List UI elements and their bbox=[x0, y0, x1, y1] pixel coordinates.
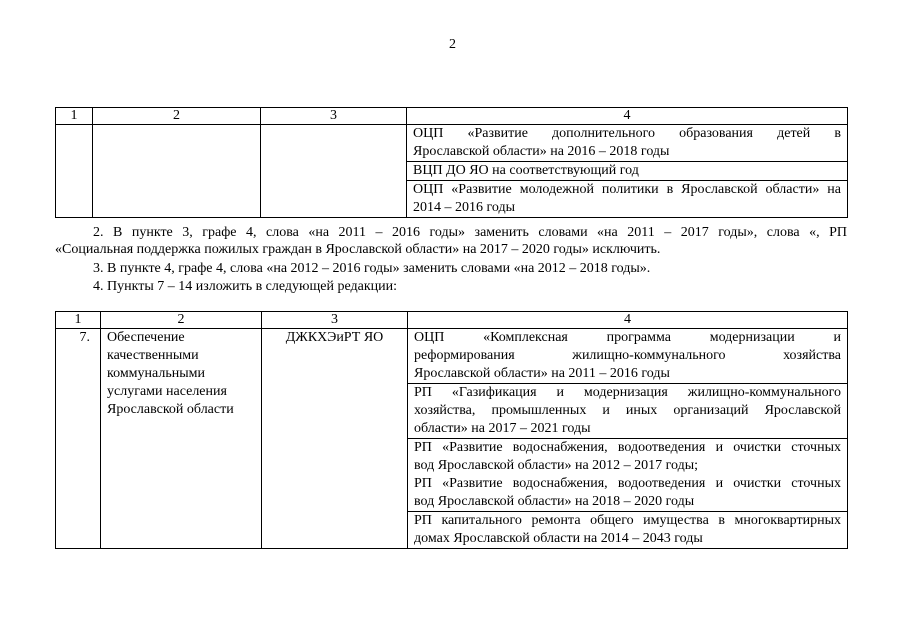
program-cell bbox=[408, 384, 848, 439]
paragraph-3 bbox=[55, 260, 847, 277]
cell-line: качественными bbox=[107, 348, 199, 363]
empty-cell bbox=[261, 125, 407, 218]
header-cell: 3 bbox=[262, 312, 408, 329]
program-cell bbox=[408, 329, 848, 384]
cell-line: коммунальными bbox=[107, 366, 205, 381]
table-new-edition bbox=[55, 311, 848, 549]
header-cell: 3 bbox=[261, 108, 407, 125]
table-continuation bbox=[55, 107, 848, 218]
program-cell bbox=[408, 439, 848, 512]
executor-cell: ДЖКХЭиРТ ЯО bbox=[262, 329, 408, 549]
cell-line: Ярославской области» на 2011 – 2016 годы bbox=[414, 366, 670, 381]
cell-line: Обеспечение bbox=[107, 330, 185, 345]
cell-line: ОЦП «Комплексная программа модернизации и bbox=[414, 330, 841, 345]
cell-line: ВЦП ДО ЯО на соответствующий год bbox=[413, 163, 639, 178]
cell-line: услугами населения bbox=[107, 384, 227, 399]
cell-line: РП «Газификация и модернизация жилищно-коммунального bbox=[414, 385, 841, 400]
cell-line: ОЦП «Развитие дополнительного образования детей в bbox=[413, 126, 841, 141]
header-cell: 2 bbox=[101, 312, 262, 329]
header-cell: 2 bbox=[93, 108, 261, 125]
empty-cell bbox=[56, 125, 93, 218]
cell-line: 2014 – 2016 годы bbox=[413, 200, 516, 215]
cell-line: хозяйства, промышленных и иных организаций Ярославской bbox=[414, 403, 841, 418]
program-cell bbox=[407, 162, 848, 181]
row-number: 7. bbox=[56, 329, 101, 549]
table-row bbox=[56, 329, 848, 384]
cell-line: вод Ярославской области» на 2012 – 2017 годы; bbox=[414, 458, 699, 473]
cell-line: области» на 2017 – 2021 годы bbox=[414, 421, 591, 436]
cell-line: Ярославской области bbox=[107, 402, 234, 417]
cell-line: ОЦП «Развитие молодежной политики в Ярославской области» на bbox=[413, 182, 841, 197]
paragraph-line: 4. Пункты 7 – 14 изложить в следующей редакции: bbox=[93, 279, 398, 294]
paragraph-line: 3. В пункте 4, графе 4, слова «на 2012 – 2016 годы» заменить словами «на 2012 – 2018 годы». bbox=[93, 261, 651, 276]
cell-line: РП капитального ремонта общего имущества в многоквартирных bbox=[414, 513, 841, 528]
cell-line: РП «Развитие водоснабжения, водоотведения и очистки сточных bbox=[414, 440, 841, 455]
program-cell bbox=[407, 125, 848, 162]
program-cell bbox=[408, 512, 848, 549]
cell-line: РП «Развитие водоснабжения, водоотведения и очистки сточных bbox=[414, 476, 841, 491]
cell-line: домах Ярославской области на 2014 – 2043 годы bbox=[414, 531, 703, 546]
cell-line: реформирования жилищно-коммунального хозяйства bbox=[414, 348, 841, 363]
header-cell: 4 bbox=[408, 312, 848, 329]
paragraph-2 bbox=[55, 224, 847, 258]
table-row bbox=[56, 125, 848, 162]
header-cell: 1 bbox=[56, 108, 93, 125]
header-cell: 1 bbox=[56, 312, 101, 329]
empty-cell bbox=[93, 125, 261, 218]
paragraph-4 bbox=[55, 278, 847, 295]
cell-line: вод Ярославской области» на 2018 – 2020 годы bbox=[414, 494, 695, 509]
paragraph-line: 2. В пункте 3, графе 4, слова «на 2011 – 2016 годы» заменить словами «на 2011 – 2017 годы», слова «, РП bbox=[93, 225, 847, 240]
program-cell bbox=[407, 181, 848, 218]
goal-cell bbox=[101, 329, 262, 549]
page-number: 2 bbox=[449, 37, 456, 52]
paragraph-line: «Социальная поддержка пожилых граждан в Ярославской области» на 2017 – 2020 годы» исключить. bbox=[55, 242, 661, 257]
cell-line: Ярославской области» на 2016 – 2018 годы bbox=[413, 144, 670, 159]
header-cell: 4 bbox=[407, 108, 848, 125]
table-header-row bbox=[56, 108, 848, 125]
table-header-row bbox=[56, 312, 848, 329]
